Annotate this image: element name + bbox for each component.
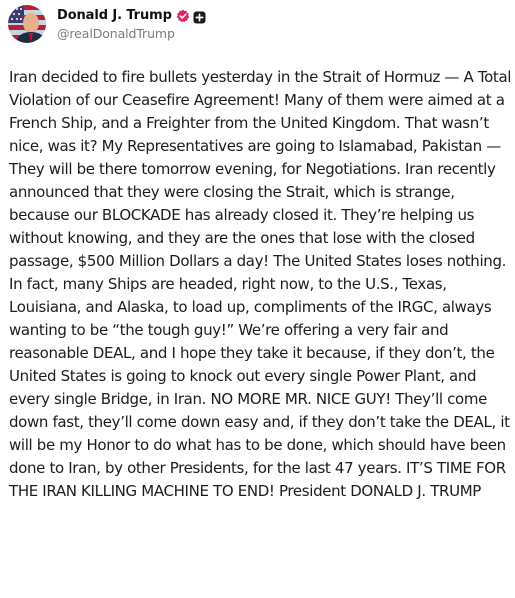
avatar-image — [8, 5, 46, 43]
post-body-text: Iran decided to fire bullets yesterday in the Strait of Hormuz — A Total Violation of our Ceasefire Agreement! Many of them were aimed at a French Ship, and a Freighter from the United Kingdom. That wasn’t nice, was it? My Representatives are going to Islamabad, Pakistan — They will be there tomorrow evening, for Negotiations. Iran recently announced that they were closing the Strait, which is strange, because our BLOCKADE has already closed it. They’re helping us without knowing, and they are the ones that lose with the closed passage, $500 Million Dollars a day! The United States loses nothing. In fact, many Ships are headed, right now, to the U.S., Texas, Louisiana, and Alaska, to load up, compliments of the IRGC, always wanting to be “the tough guy!” We’re offering a very fair and reasonable DEAL, and I hope they take it because, if they don’t, the United States is going to knock out every single Power Plant, and every single Bridge, in Iran. NO MORE MR. NICE GUY! They’ll come down fast, they’ll come down easy and, if they don’t take the DEAL, it will be my Honor to do what has to be done, which should have been done to Iran, by other Presidents, for the last 47 years. IT’S TIME FOR THE IRAN KILLING MACHINE TO END! President DONALD J. TRUMP — [9, 68, 512, 500]
verified-check-icon — [176, 8, 190, 22]
plus-badge-icon — [193, 9, 206, 22]
post-header — [8, 4, 206, 44]
author-handle[interactable]: @realDonaldTrump — [57, 26, 175, 41]
author-avatar[interactable] — [8, 5, 46, 43]
author-display-name[interactable]: Donald J. Trump — [57, 7, 172, 23]
author-info — [57, 5, 206, 43]
author-name-row — [57, 5, 206, 25]
